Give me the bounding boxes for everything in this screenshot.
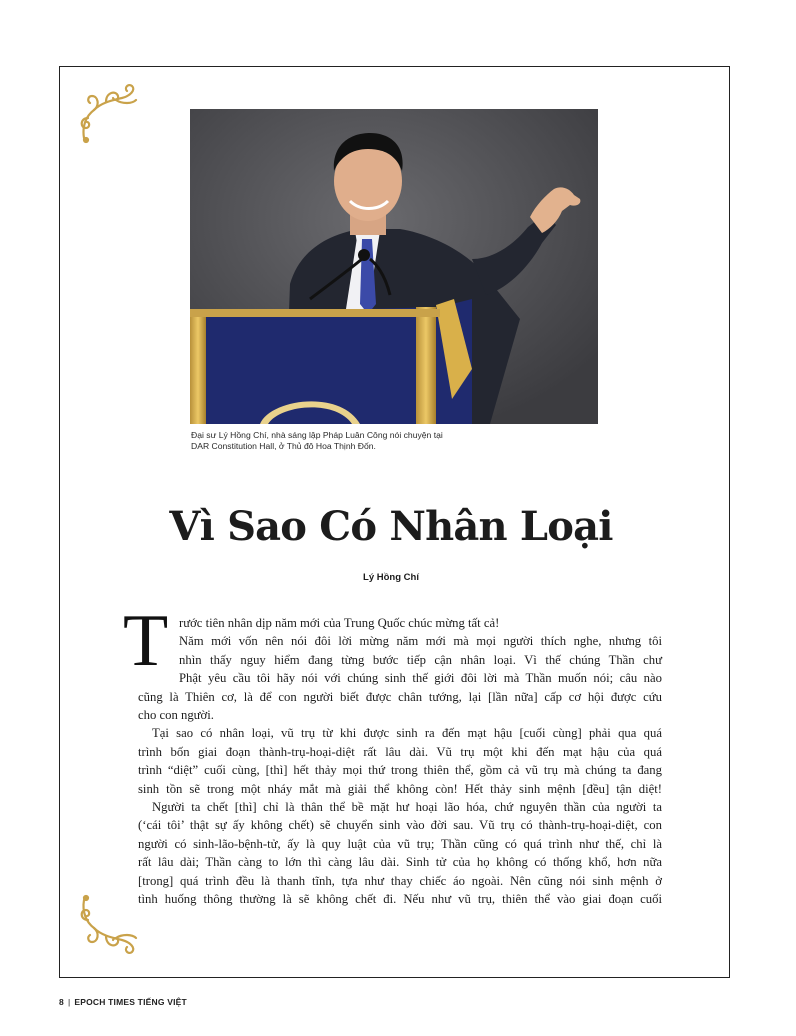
- corner-ornament-bottom-icon: [76, 892, 140, 956]
- corner-ornament-top-icon: [76, 82, 140, 146]
- page-footer: [59, 997, 187, 1007]
- body-line: sinh tồn sẽ trong một nháy mắt mà giải thể không còn! Hết thảy sinh mệnh [đều] tận diệt!: [138, 781, 662, 796]
- body-line: nhìn thấy nguy hiểm đang từng bước tiếp cận nhân loại. Vì thế chúng Thần chư: [179, 652, 662, 667]
- body-line: người có sinh-lão-bệnh-tử, ấy là quy luật của vũ trụ; Thần cũng có quá trình như thế, chỉ là: [138, 836, 662, 851]
- body-line: trình bốn giai đoạn thành-trụ-hoại-diệt rất lâu dài. Vũ trụ một khi đến mạt hậu của quá: [138, 744, 662, 759]
- body-line: Năm mới vốn nên nói đôi lời mừng năm mới mà mọi người thích nghe, nhưng tôi: [179, 634, 662, 649]
- article-body: [138, 614, 662, 909]
- body-line: cho con người.: [138, 708, 214, 723]
- photo-caption: [191, 430, 601, 452]
- body-line: cũng là Thiên cơ, là để con người biết được chân tướng, lại [lần nữa] cấp cơ hội được cứu: [138, 689, 662, 704]
- publication-name: EPOCH TIMES TIẾNG VIỆT: [74, 997, 187, 1007]
- speaker-photo: [190, 109, 598, 424]
- body-line: rất lâu dài; Thần càng to lớn thì càng lâu dài. Sinh tử của họ không có thống khổ, hơn nữa: [138, 855, 662, 870]
- article-author: Lý Hồng Chí: [363, 572, 419, 583]
- caption-line: Đại sư Lý Hồng Chí, nhà sáng lập Pháp Luân Công nói chuyện tại: [191, 430, 443, 440]
- body-line: Người ta chết [thì] chỉ là thân thể bề mặt hư hoại lão hóa, chứ nguyên thần của người ta: [152, 800, 662, 815]
- body-line: tình huống thông thường là sẽ không chết đi. Nếu như vũ trụ, thiên thể vào giai đoạn cuối: [138, 892, 662, 907]
- body-line: trình “diệt” cuối cùng, [thì] hết thảy mọi thứ trong thiên thể, gồm cả vũ trụ mà chúng ta đang: [138, 763, 662, 778]
- caption-line: DAR Constitution Hall, ở Thủ đô Hoa Thịnh Đốn.: [191, 440, 376, 451]
- article-title: Vì Sao Có Nhân Loại: [169, 503, 613, 550]
- body-line: (‘cái tôi’ thật sự ấy không chết) sẽ chuyển sinh vào đời sau. Vũ trụ có thành-trụ-hoại-diệt, con: [138, 818, 662, 833]
- footer-separator: |: [67, 997, 71, 1007]
- drop-cap: T: [123, 600, 169, 682]
- body-line: Tại sao có nhân loại, vũ trụ từ khi được sinh ra đến mạt hậu [cuối cùng] phải qua quá: [152, 726, 662, 741]
- body-line: rước tiên nhân dịp năm mới của Trung Quốc chúc mừng tất cả!: [179, 616, 500, 630]
- body-line: [trong] quá trình đều là thanh tĩnh, tựa như thay chiếc áo ngoài. Nên cũng nói sinh mệnh ở: [138, 873, 662, 888]
- page-number: 8: [59, 997, 64, 1007]
- body-line: Phật yêu cầu tôi hãy nói với chúng sinh thế giới đôi lời mà Thần muốn nói; câu nào: [179, 671, 662, 686]
